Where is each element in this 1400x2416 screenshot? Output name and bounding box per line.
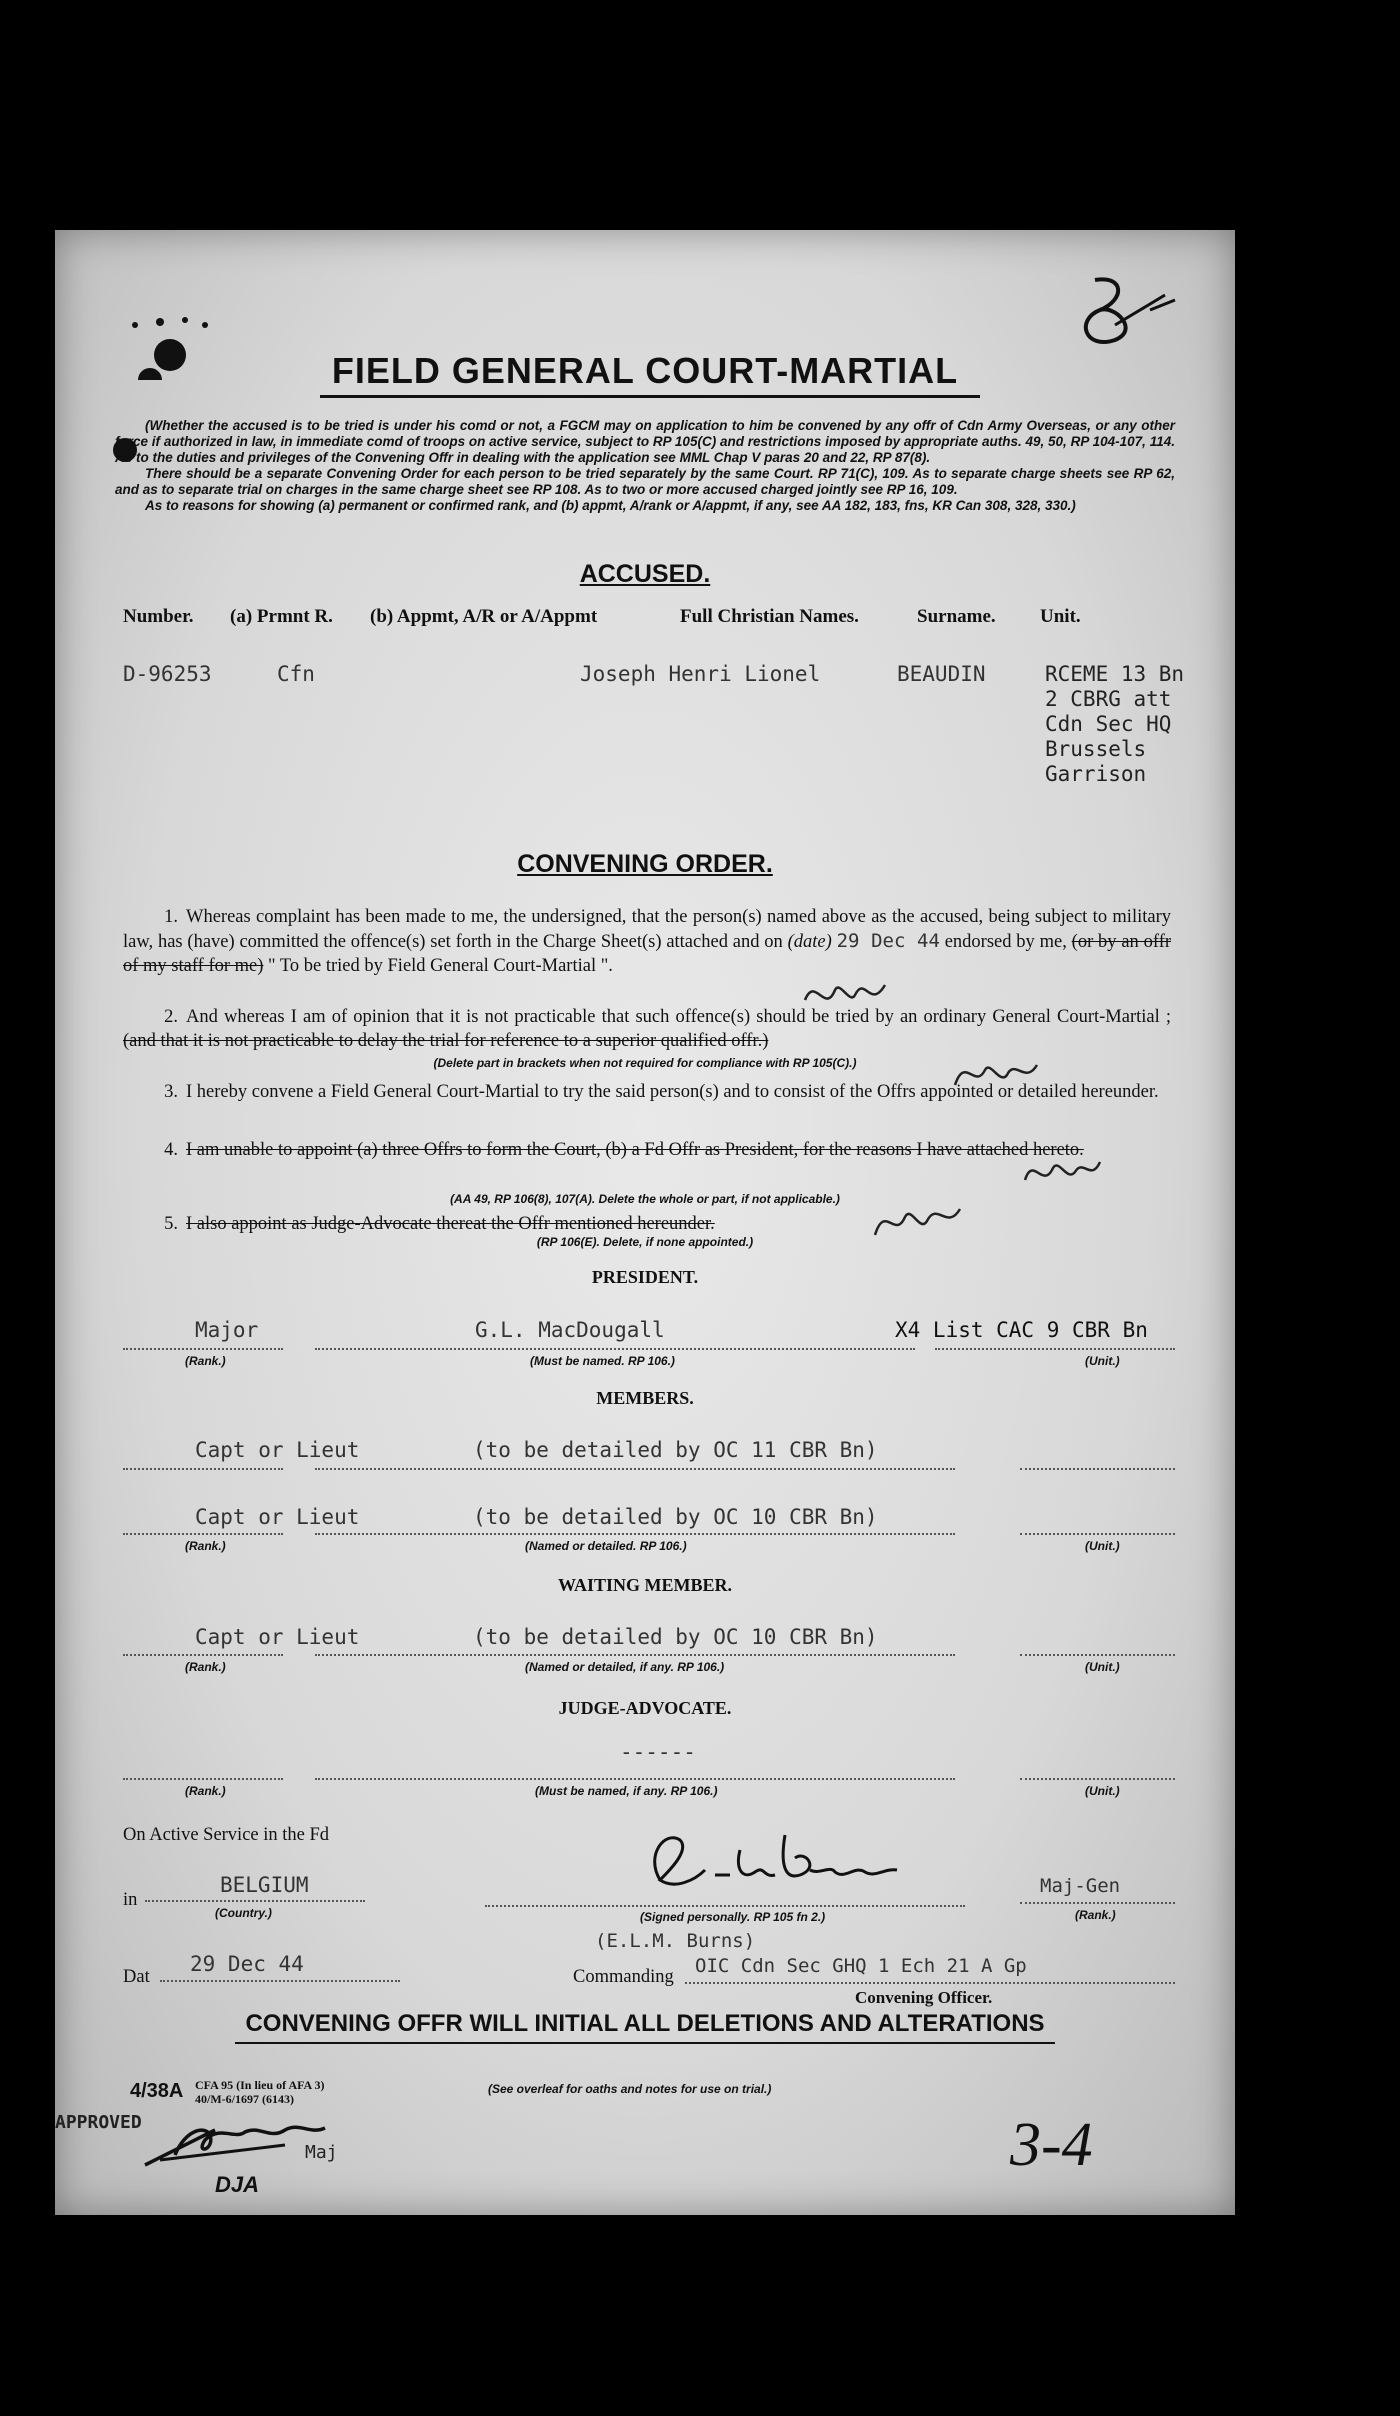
rank-line xyxy=(123,1533,283,1535)
unit-line xyxy=(1020,1654,1175,1656)
date-line xyxy=(160,1980,400,1982)
para-note: (Delete part in brackets when not required for compliance with RP 105(C).) xyxy=(433,1056,857,1070)
signer-name: (E.L.M. Burns) xyxy=(595,1930,756,1952)
form-ref-line: 40/M-6/1697 (6143) xyxy=(195,2092,294,2106)
country-line xyxy=(145,1900,365,1902)
para-number: 1. xyxy=(164,907,178,927)
commanding-line xyxy=(685,1982,1175,1984)
commanding-value: OIC Cdn Sec GHQ 1 Ech 21 A Gp xyxy=(695,1955,1027,1977)
name-caption: (Named or detailed. RP 106.) xyxy=(525,1539,687,1553)
unit-caption: (Unit.) xyxy=(1085,1354,1120,1368)
para-text: I hereby convene a Field General Court-Martial to try the said person(s) and to consist of the Offrs appointed or detailed hereunder. xyxy=(186,1082,1159,1102)
note-paragraph: As to reasons for showing (a) permanent or confirmed rank, and (b) appmt, A/rank or A/appmt, if any, see AA 182, 183, fns, KR Can 308, 328, 330.) xyxy=(145,498,1076,513)
convening-heading: CONVENING ORDER. xyxy=(517,850,773,878)
accused-names: Joseph Henri Lionel xyxy=(580,662,821,686)
initials-mark-icon xyxy=(865,1195,965,1250)
footer-underline xyxy=(235,2042,1055,2044)
rank-line xyxy=(1020,1902,1175,1904)
paragraph-5 xyxy=(123,1212,1171,1236)
overleaf-note: (See overleaf for oaths and notes for use on trial.) xyxy=(488,2082,772,2096)
signer-rank: Maj-Gen xyxy=(1040,1875,1121,1897)
para-number: 5. xyxy=(164,1214,178,1234)
president-rank: Major xyxy=(195,1318,259,1342)
struck-text: (and that it is not practicable to delay the trial for reference to a superior qualified offr.) xyxy=(123,1031,769,1051)
paragraph-1 xyxy=(123,905,1171,978)
service-label: On Active Service in the Fd xyxy=(123,1825,330,1845)
president-name: G.L. MacDougall xyxy=(475,1318,665,1342)
name-caption: (Must be named. RP 106.) xyxy=(530,1354,675,1368)
commanding-label: Commanding xyxy=(573,1967,674,1987)
para-text: And whereas I am of opinion that it is not practicable that such offence(s) should be tried by an ordinary General Court-Martial ; xyxy=(186,1007,1171,1027)
date-value: 29 Dec 44 xyxy=(836,930,940,952)
signature-line xyxy=(485,1905,965,1907)
date-label: (date) xyxy=(787,932,832,952)
rank-caption: (Rank.) xyxy=(185,1354,226,1368)
accused-surname: BEAUDIN xyxy=(897,662,986,686)
name-line xyxy=(315,1468,955,1470)
header-number: Number. xyxy=(123,606,194,627)
para-text: endorsed by me, xyxy=(944,932,1067,952)
accused-number: D-96253 xyxy=(123,662,212,686)
name-caption: (Must be named, if any. RP 106.) xyxy=(535,1784,718,1798)
member-name: (to be detailed by OC 11 CBR Bn) xyxy=(473,1438,878,1462)
accused-rank: Cfn xyxy=(277,662,315,686)
header-names: Full Christian Names. xyxy=(680,606,859,627)
para-text: Whereas complaint has been made to me, the undersigned, that the person(s) named above as the accused, being subject to military law, has (have) committed the offence(s) set forth in the Charge Sheet(s) attached and on xyxy=(123,907,1171,952)
unit-line: Cdn Sec HQ xyxy=(1045,712,1172,736)
form-ref-line: CFA 95 (In lieu of AFA 3) xyxy=(195,2078,325,2092)
header-rank: (a) Prmnt R. xyxy=(230,606,333,627)
name-line xyxy=(315,1654,955,1656)
rank-caption: (Rank.) xyxy=(1075,1908,1116,1922)
page-number: 3-4 xyxy=(1010,2111,1093,2179)
initials-mark-icon xyxy=(945,1050,1045,1100)
members-heading: MEMBERS. xyxy=(596,1388,694,1408)
name-line xyxy=(315,1533,955,1535)
unit-line: Brussels xyxy=(1045,737,1147,761)
para-number: 2. xyxy=(164,1007,178,1027)
waiting-heading: WAITING MEMBER. xyxy=(557,1575,732,1595)
footer-notice: CONVENING OFFR WILL INITIAL ALL DELETIONS AND ALTERATIONS xyxy=(245,2010,1045,2037)
rank-line xyxy=(123,1348,283,1350)
member-rank: Capt or Lieut xyxy=(195,1505,360,1529)
para-note: (AA 49, RP 106(8), 107(A). Delete the whole or part, if not applicable.) xyxy=(450,1192,840,1206)
rank-line xyxy=(123,1468,283,1470)
accused-unit xyxy=(1045,662,1184,787)
in-label: in xyxy=(123,1890,138,1910)
unit-caption: (Unit.) xyxy=(1085,1660,1120,1674)
struck-text: (or by an offr of my staff for me) xyxy=(123,932,1172,976)
waiting-name: (to be detailed by OC 10 CBR Bn) xyxy=(473,1625,878,1649)
header-appmt: (b) Appmt, A/R or A/Appmt xyxy=(370,606,598,627)
country-caption: (Country.) xyxy=(215,1906,272,1920)
date-value: 29 Dec 44 xyxy=(190,1952,304,1976)
rank-caption: (Rank.) xyxy=(185,1660,226,1674)
president-unit: X4 List CAC 9 CBR Bn xyxy=(895,1318,1148,1342)
member-name: (to be detailed by OC 10 CBR Bn) xyxy=(473,1505,878,1529)
struck-text: I also appoint as Judge-Advocate thereat the Offr mentioned hereunder. xyxy=(186,1214,715,1234)
paragraph-4 xyxy=(123,1138,1171,1162)
paragraph-2 xyxy=(123,1005,1171,1053)
judge-name: ------ xyxy=(620,1740,696,1764)
name-line xyxy=(315,1348,915,1350)
form-code: 4/38A xyxy=(130,2080,184,2102)
initials-mark-icon xyxy=(1015,1150,1105,1195)
rank-caption: (Rank.) xyxy=(185,1784,226,1798)
judge-heading: JUDGE-ADVOCATE. xyxy=(558,1698,732,1718)
signature-mark xyxy=(635,1820,915,1905)
header-surname: Surname. xyxy=(917,606,996,627)
member-rank: Capt or Lieut xyxy=(195,1438,360,1462)
form-ref xyxy=(195,2078,325,2106)
unit-line xyxy=(935,1348,1175,1350)
initials-mark-icon xyxy=(795,970,905,1020)
unit-line: RCEME 13 Bn xyxy=(1045,662,1185,686)
para-number: 4. xyxy=(164,1140,178,1160)
initial-mark-icon xyxy=(1055,270,1185,360)
unit-line xyxy=(1020,1778,1175,1780)
approved-initials: DJA xyxy=(215,2172,260,2197)
rank-line xyxy=(123,1654,283,1656)
form-notes xyxy=(115,418,1175,514)
unit-caption: (Unit.) xyxy=(1085,1539,1120,1553)
officer-caption: Convening Officer. xyxy=(855,1988,993,2007)
note-paragraph: There should be a separate Convening Order for each person to be tried separately by the same Court. RP 71(C), 109. As to separate charge sheets see RP 62, and as to separate trial on charges in the same charge sheet see RP 108. As to two or more accused charged jointly see RP 16, 109. xyxy=(115,466,1175,497)
waiting-rank: Capt or Lieut xyxy=(195,1625,360,1649)
document-page xyxy=(55,230,1235,2215)
title-underline xyxy=(320,395,980,398)
president-heading: PRESIDENT. xyxy=(591,1267,699,1287)
para-number: 3. xyxy=(164,1082,178,1102)
unit-line: Garrison xyxy=(1045,762,1147,786)
form-title: FIELD GENERAL COURT-MARTIAL xyxy=(331,350,959,391)
rank-line xyxy=(123,1778,283,1780)
rank-caption: (Rank.) xyxy=(185,1539,226,1553)
para-text: " To be tried by Field General Court-Martial ". xyxy=(268,956,613,976)
note-paragraph: (Whether the accused is to be tried is under his comd or not, a FGCM may on application to him be convened by any offr of Cdn Army Overseas, or any other force if authorized in law, in immediate comd of troops on active service, subject to RP 105(C) and restrictions imposed by appropriate auths. 49, 50, RP 104-107, 114. As to the duties and privileges of the Convening Offr in dealing with the application see MML Chap V paras 20 and 22, RP 87(8). xyxy=(115,418,1175,465)
unit-line: 2 CBRG att xyxy=(1045,687,1172,711)
header-unit: Unit. xyxy=(1040,606,1081,627)
unit-line xyxy=(1020,1533,1175,1535)
approved-stamp: APPROVED xyxy=(55,2112,142,2133)
unit-line xyxy=(1020,1468,1175,1470)
name-caption: (Named or detailed, if any. RP 106.) xyxy=(525,1660,725,1674)
unit-caption: (Unit.) xyxy=(1085,1784,1120,1798)
accused-heading: ACCUSED. xyxy=(579,560,711,588)
para-note: (RP 106(E). Delete, if none appointed.) xyxy=(536,1235,754,1249)
date-label: Dat xyxy=(123,1967,150,1987)
signature-caption: (Signed personally. RP 105 fn 2.) xyxy=(640,1910,826,1924)
name-line xyxy=(315,1778,955,1780)
approved-rank: Maj xyxy=(305,2142,338,2163)
country-value: BELGIUM xyxy=(220,1873,309,1897)
struck-text: I am unable to appoint (a) three Offrs to form the Court, (b) a Fd Offr as President, for the reasons I have attached hereto. xyxy=(186,1140,1084,1160)
